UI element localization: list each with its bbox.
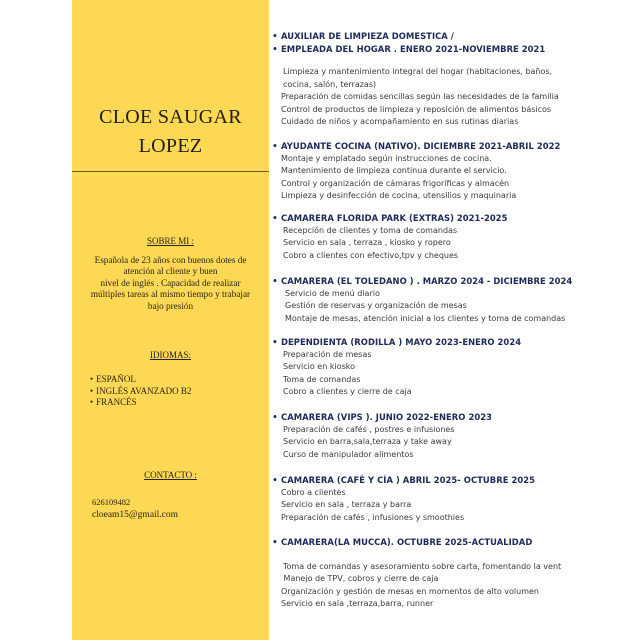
task: Limpieza y mantenimiento integral del hogar (habitaciones, baños, [283,67,553,76]
bullet-icon: • [272,276,278,286]
job-tasks [269,66,640,129]
task: Recepción de clientes y toma de comandas [283,225,458,235]
job-tasks [269,288,640,326]
job-title: • CAMARERA (VIPS ). JUNIO 2022-ENERO 2023 [269,411,640,424]
job-title: • EMPLEADA DEL HOGAR . ENERO 2021-NOVIEMBRE 2021 [269,43,640,56]
task: Toma de comandas [283,374,361,384]
job-tasks [269,153,640,203]
task: Montaje de mesas, atención inicial a los clientes y toma de comandas [285,313,566,323]
job-entry [269,536,640,611]
sidebar [72,0,269,640]
candidate-name [72,103,269,161]
task: Preparación de mesas [283,349,372,359]
language-item: • INGLÉS AVANZADO B2 [90,386,191,398]
task: Cobro a clientes y cierre de caja [283,387,412,397]
bullet-icon: • [272,337,278,347]
job-title: • AUXILIAR DE LIMPIEZA DOMESTICA / [269,30,640,43]
task: Servicio en sala , terraza , kiosko y ropero [283,238,451,248]
about-line: múltiples tareas al mismo tiempo y trabajar [90,289,251,300]
task: Mantenimiento de limpieza continua durante el servicio. [281,166,507,176]
job-entry [269,336,640,399]
about-title: SOBRE MI : [146,236,194,246]
task: Servicio en sala ,terraza,barra, runner [281,599,434,609]
bullet-icon: • [272,141,278,151]
job-title: • CAMARERA (EL TOLEDANO ) . MARZO 2024 - DICIEMBRE 2024 [269,275,640,288]
job-title: • CAMARERA FLORIDA PARK (EXTRAS) 2021-2025 [269,212,640,225]
job-entry [269,411,640,461]
bullet-icon: • [272,475,278,485]
job-tasks [269,487,640,525]
task: Cobro a clientes con efectivo,tpv y cheques [283,250,459,260]
task: Control de productos de limpieza y reposición de alimentos básicos [281,104,552,114]
task: cocina, salón, terrazas) [283,79,377,89]
bullet-icon: • [272,537,278,547]
bullet-icon: • [272,31,278,41]
job-entry [269,474,640,524]
about-line: nivel de inglés . Capacidad de realizar [100,277,241,288]
task: Control y organización de cámaras frigoríficas y almacén [281,178,510,188]
about-line: bajo presión [147,300,194,311]
task: Toma de comandas y asesoramiento sobre carta, fomentando la vent [283,561,562,571]
task: Manejo de TPV, cobros y cierre de caja [281,574,439,584]
job-tasks [269,424,640,462]
name-divider [72,171,269,172]
about-line: atención al cliente y buen [123,266,218,277]
language-item: • ESPAÑOL [90,374,191,386]
job-title: • CAMARERA(LA MUCCA). OCTUBRE 2025-ACTUALIDAD [269,536,640,549]
experience-column [269,0,640,640]
phone-number: 626109482 [92,497,131,507]
language-item: • FRANCÉS [90,397,191,409]
task: Servicio en kiosko [283,362,355,372]
task: Cuidado de niños y acompañamiento en sus rutinas diarias [281,117,519,127]
task: Cobro a clientes [281,487,346,497]
job-tasks [269,349,640,399]
task: Gestión de reservas y organización de mesas [285,301,467,311]
job-entry [269,275,640,325]
task: Preparación de comidas sencillas según las necesidades de la familia [281,92,559,102]
task: Servicio en sala , terraza y barra [281,500,412,510]
job-entry [269,212,640,262]
languages-list [90,374,191,409]
job-entry [269,30,640,129]
task: Servicio en barra,sala,terraza y take away [283,437,452,447]
job-title: • CAMARERA (CAFÉ Y CÍA ) ABRIL 2025- OCTUBRE 2025 [269,474,640,487]
email-address[interactable]: cloeam15@gmail.com [92,510,179,520]
job-tasks [269,561,640,611]
name-line-1: CLOE SAUGAR [99,106,242,128]
task: Curso de manipulador alimentos [283,449,414,459]
contact-title: CONTACTO : [144,470,197,480]
task: Preparación de cafés , infusiones y smoothies [281,512,465,522]
task: Servicio de menú diario [285,288,380,298]
about-line: Española de 23 años con buenos dotes de [94,255,247,265]
task: Organización y gestión de mesas en momentos de alto volumen [281,586,539,596]
bullet-icon: • [272,412,278,422]
bullet-icon: • [272,213,278,223]
contact-info [92,496,178,522]
job-entry [269,140,640,203]
about-text [76,255,265,312]
task: Limpieza y desinfección de cocina, utensilios y maquinaria [281,191,517,201]
job-title: • DEPENDIENTA (RODILLA ) MAYO 2023-ENERO 2024 [269,336,640,349]
job-title: • AYUDANTE COCINA (NATIVO). DICIEMBRE 2021-ABRIL 2022 [269,140,640,153]
bullet-icon: • [272,43,278,54]
task: Montaje y emplatado según instrucciones de cocina. [281,153,492,163]
job-tasks [269,225,640,263]
name-line-2: LOPEZ [138,135,203,157]
languages-title: IDIOMAS: [149,350,191,360]
task: Preparación de cafés , postres e infusiones [283,424,455,434]
